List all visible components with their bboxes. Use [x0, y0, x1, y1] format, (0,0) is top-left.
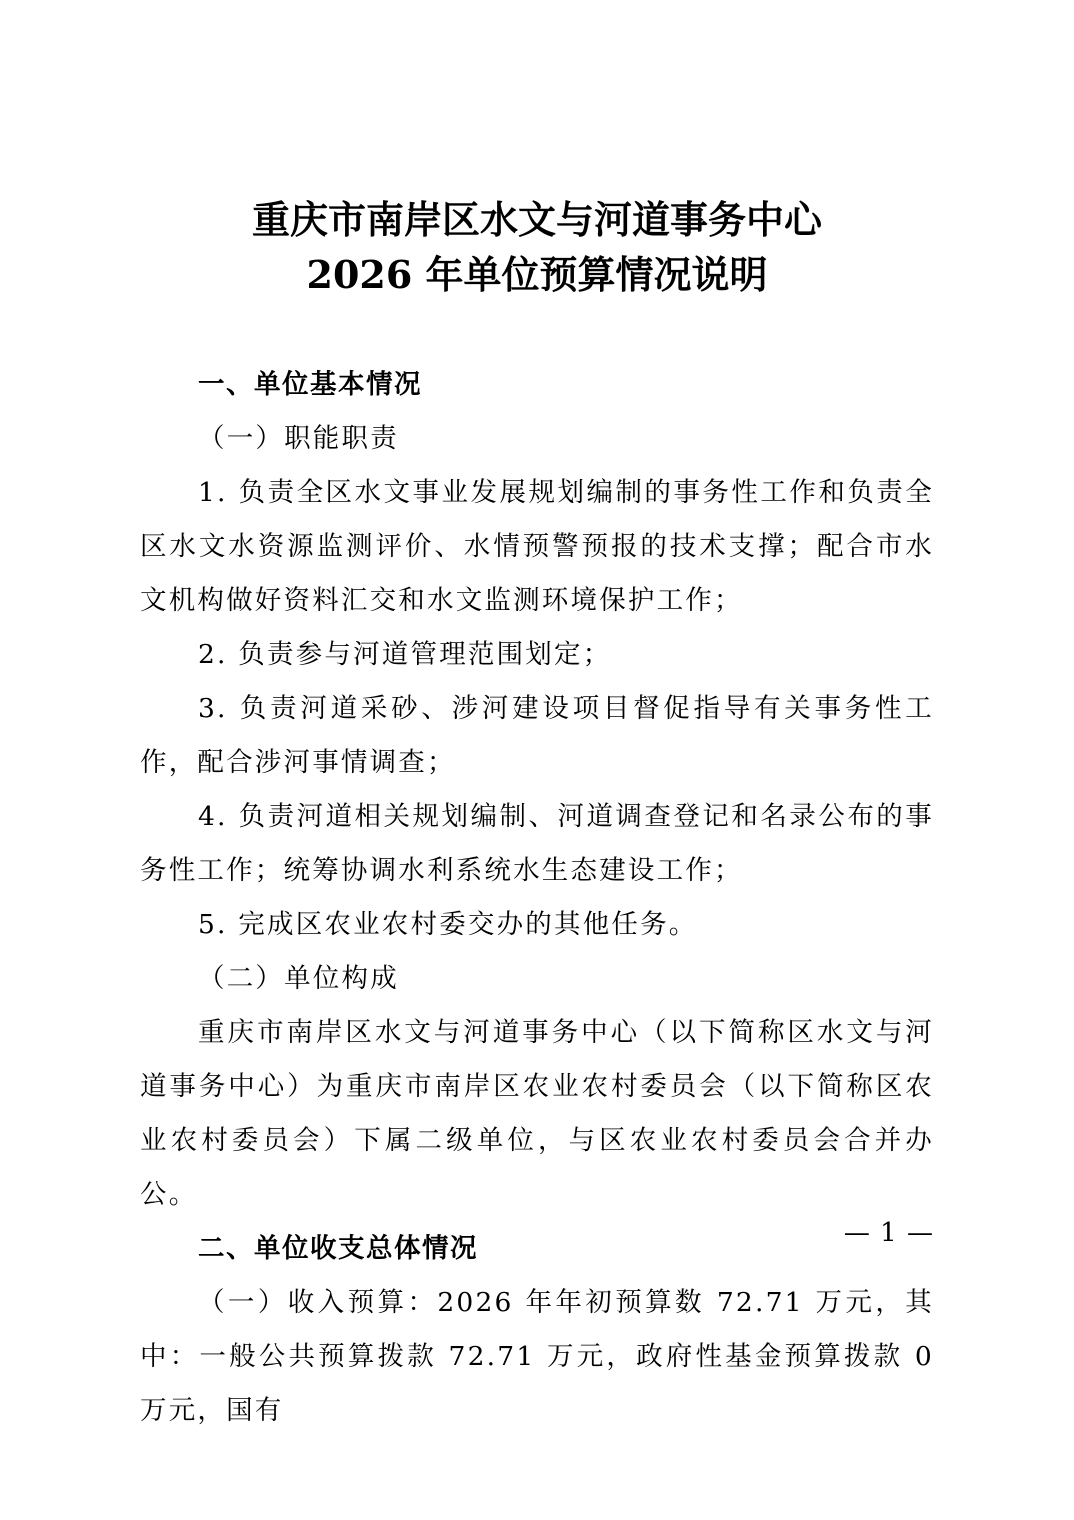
duty-item-2: 2. 负责参与河道管理范围划定； — [198, 639, 612, 670]
section-heading-basic-info: 一、单位基本情况 — [198, 369, 422, 400]
subsection-heading-duties: （一）职能职责 — [198, 423, 399, 454]
document-body — [140, 358, 934, 1438]
section-heading-budget-overview: 二、单位收支总体情况 — [198, 1233, 478, 1264]
duty-item-5: 5. 完成区农业农村委交办的其他任务。 — [198, 909, 698, 940]
composition-paragraph: 重庆市南岸区水文与河道事务中心（以下简称区水文与河道事务中心）为重庆市南岸区农业农村委员会（以下简称区农业农村委员会）下属二级单位，与区农业农村委员会合并办公。 — [140, 1017, 934, 1210]
duty-item-1: 1. 负责全区水文事业发展规划编制的事务性工作和负责全区水文水资源监测评价、水情预警预报的技术支撑；配合市水文机构做好资料汇交和水文监测环境保护工作； — [140, 477, 934, 616]
duty-item-4: 4. 负责河道相关规划编制、河道调查登记和名录公布的事务性工作；统筹协调水利系统水生态建设工作； — [140, 801, 934, 886]
income-budget-paragraph: （一）收入预算：2026 年年初预算数 72.71 万元，其中：一般公共预算拨款 72.71 万元，政府性基金预算拨款 0 万元，国有 — [140, 1287, 934, 1426]
duty-item-3: 3. 负责河道采砂、涉河建设项目督促指导有关事务性工作，配合涉河事情调查； — [140, 693, 934, 778]
subsection-heading-composition: （二）单位构成 — [198, 963, 399, 994]
page-number: — 1 — — [843, 1218, 934, 1248]
document-title-line-2: 2026 年单位预算情况说明 — [306, 252, 768, 297]
document-title-line-1: 重庆市南岸区水文与河道事务中心 — [251, 197, 822, 242]
